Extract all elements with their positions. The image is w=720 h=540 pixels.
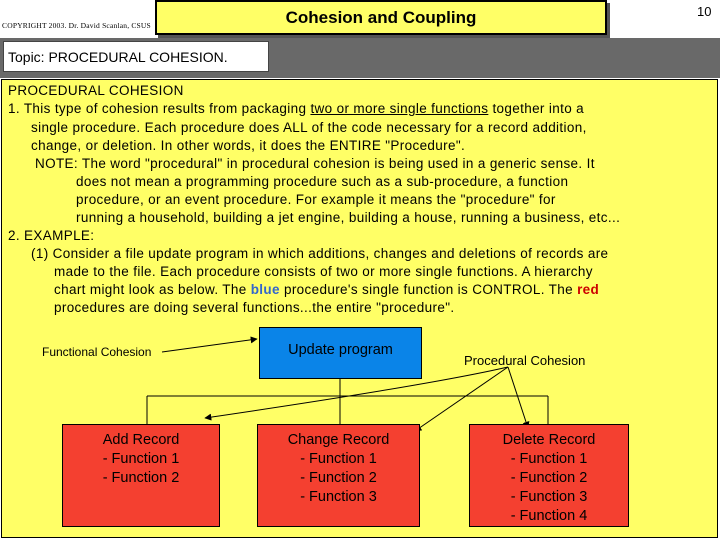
red-word: red <box>577 282 600 297</box>
paragraph-2-line-1: 2. EXAMPLE: <box>8 228 95 243</box>
delete-record-function-4: - Function 4 <box>510 508 588 524</box>
add-record-title: Add Record <box>102 432 180 448</box>
change-record-function-1: - Function 1 <box>300 451 377 467</box>
delete-record-title: Delete Record <box>502 432 596 448</box>
functional-cohesion-label: Functional Cohesion <box>42 345 152 359</box>
copyright-text: COPYRIGHT 2003. Dr. David Scanlan, CSUS <box>2 21 151 30</box>
content-heading: PROCEDURAL COHESION <box>8 83 184 98</box>
paragraph-2-line-5: procedures are doing several functions...the entire "procedure". <box>54 300 455 315</box>
paragraph-2-line-2: (1) Consider a file update program in which additions, changes and deletions of records are <box>31 246 609 261</box>
change-record-box <box>257 424 420 527</box>
add-record-function-1: - Function 1 <box>102 451 180 467</box>
page-number: 10 <box>697 4 712 19</box>
change-record-function-3: - Function 3 <box>300 489 377 505</box>
blue-word: blue <box>250 282 280 297</box>
note-line-3: procedure, or an event procedure. For example it means the "procedure" for <box>76 192 556 207</box>
note-line-2: does not mean a programming procedure such as a sub-procedure, a function <box>76 174 569 189</box>
add-record-function-2: - Function 2 <box>102 470 180 486</box>
change-record-title: Change Record <box>287 432 390 448</box>
add-record-box <box>62 424 220 527</box>
paragraph-1-line-2: single procedure. Each procedure does ALL of the code necessary for a record addition, <box>31 120 587 135</box>
paragraph-2-line-4: chart might look as below. The blue procedure's single function is CONTROL. The red <box>54 282 600 297</box>
update-program-label: Update program <box>288 341 393 358</box>
update-program-box <box>259 327 422 379</box>
slide-title: Cohesion and Coupling <box>285 7 477 27</box>
paragraph-1-line-3: change, or deletion. In other words, it does the ENTIRE "Procedure". <box>31 138 466 153</box>
change-record-function-2: - Function 2 <box>300 470 377 486</box>
delete-record-function-2: - Function 2 <box>510 470 588 486</box>
note-line-1: NOTE: The word "procedural" in procedural cohesion is being used in a generic sense. It <box>35 156 595 171</box>
delete-record-box <box>469 424 629 527</box>
delete-record-function-1: - Function 1 <box>510 451 588 467</box>
delete-record-function-3: - Function 3 <box>510 489 588 505</box>
note-line-4: running a household, building a jet engine, building a house, running a business, etc... <box>76 210 621 225</box>
topic-label: Topic: PROCEDURAL COHESION. <box>3 41 269 72</box>
arrow-functional <box>162 339 257 352</box>
arrow-procedural-right <box>508 367 528 428</box>
underlined-phrase: two or more single functions <box>310 101 489 116</box>
procedural-cohesion-label: Procedural Cohesion <box>464 353 586 368</box>
paragraph-2-line-3: made to the file. Each procedure consists of two or more single functions. A hierarchy <box>54 264 593 279</box>
paragraph-1-line-1: 1. This type of cohesion results from packaging two or more single functions together into a <box>8 101 585 116</box>
